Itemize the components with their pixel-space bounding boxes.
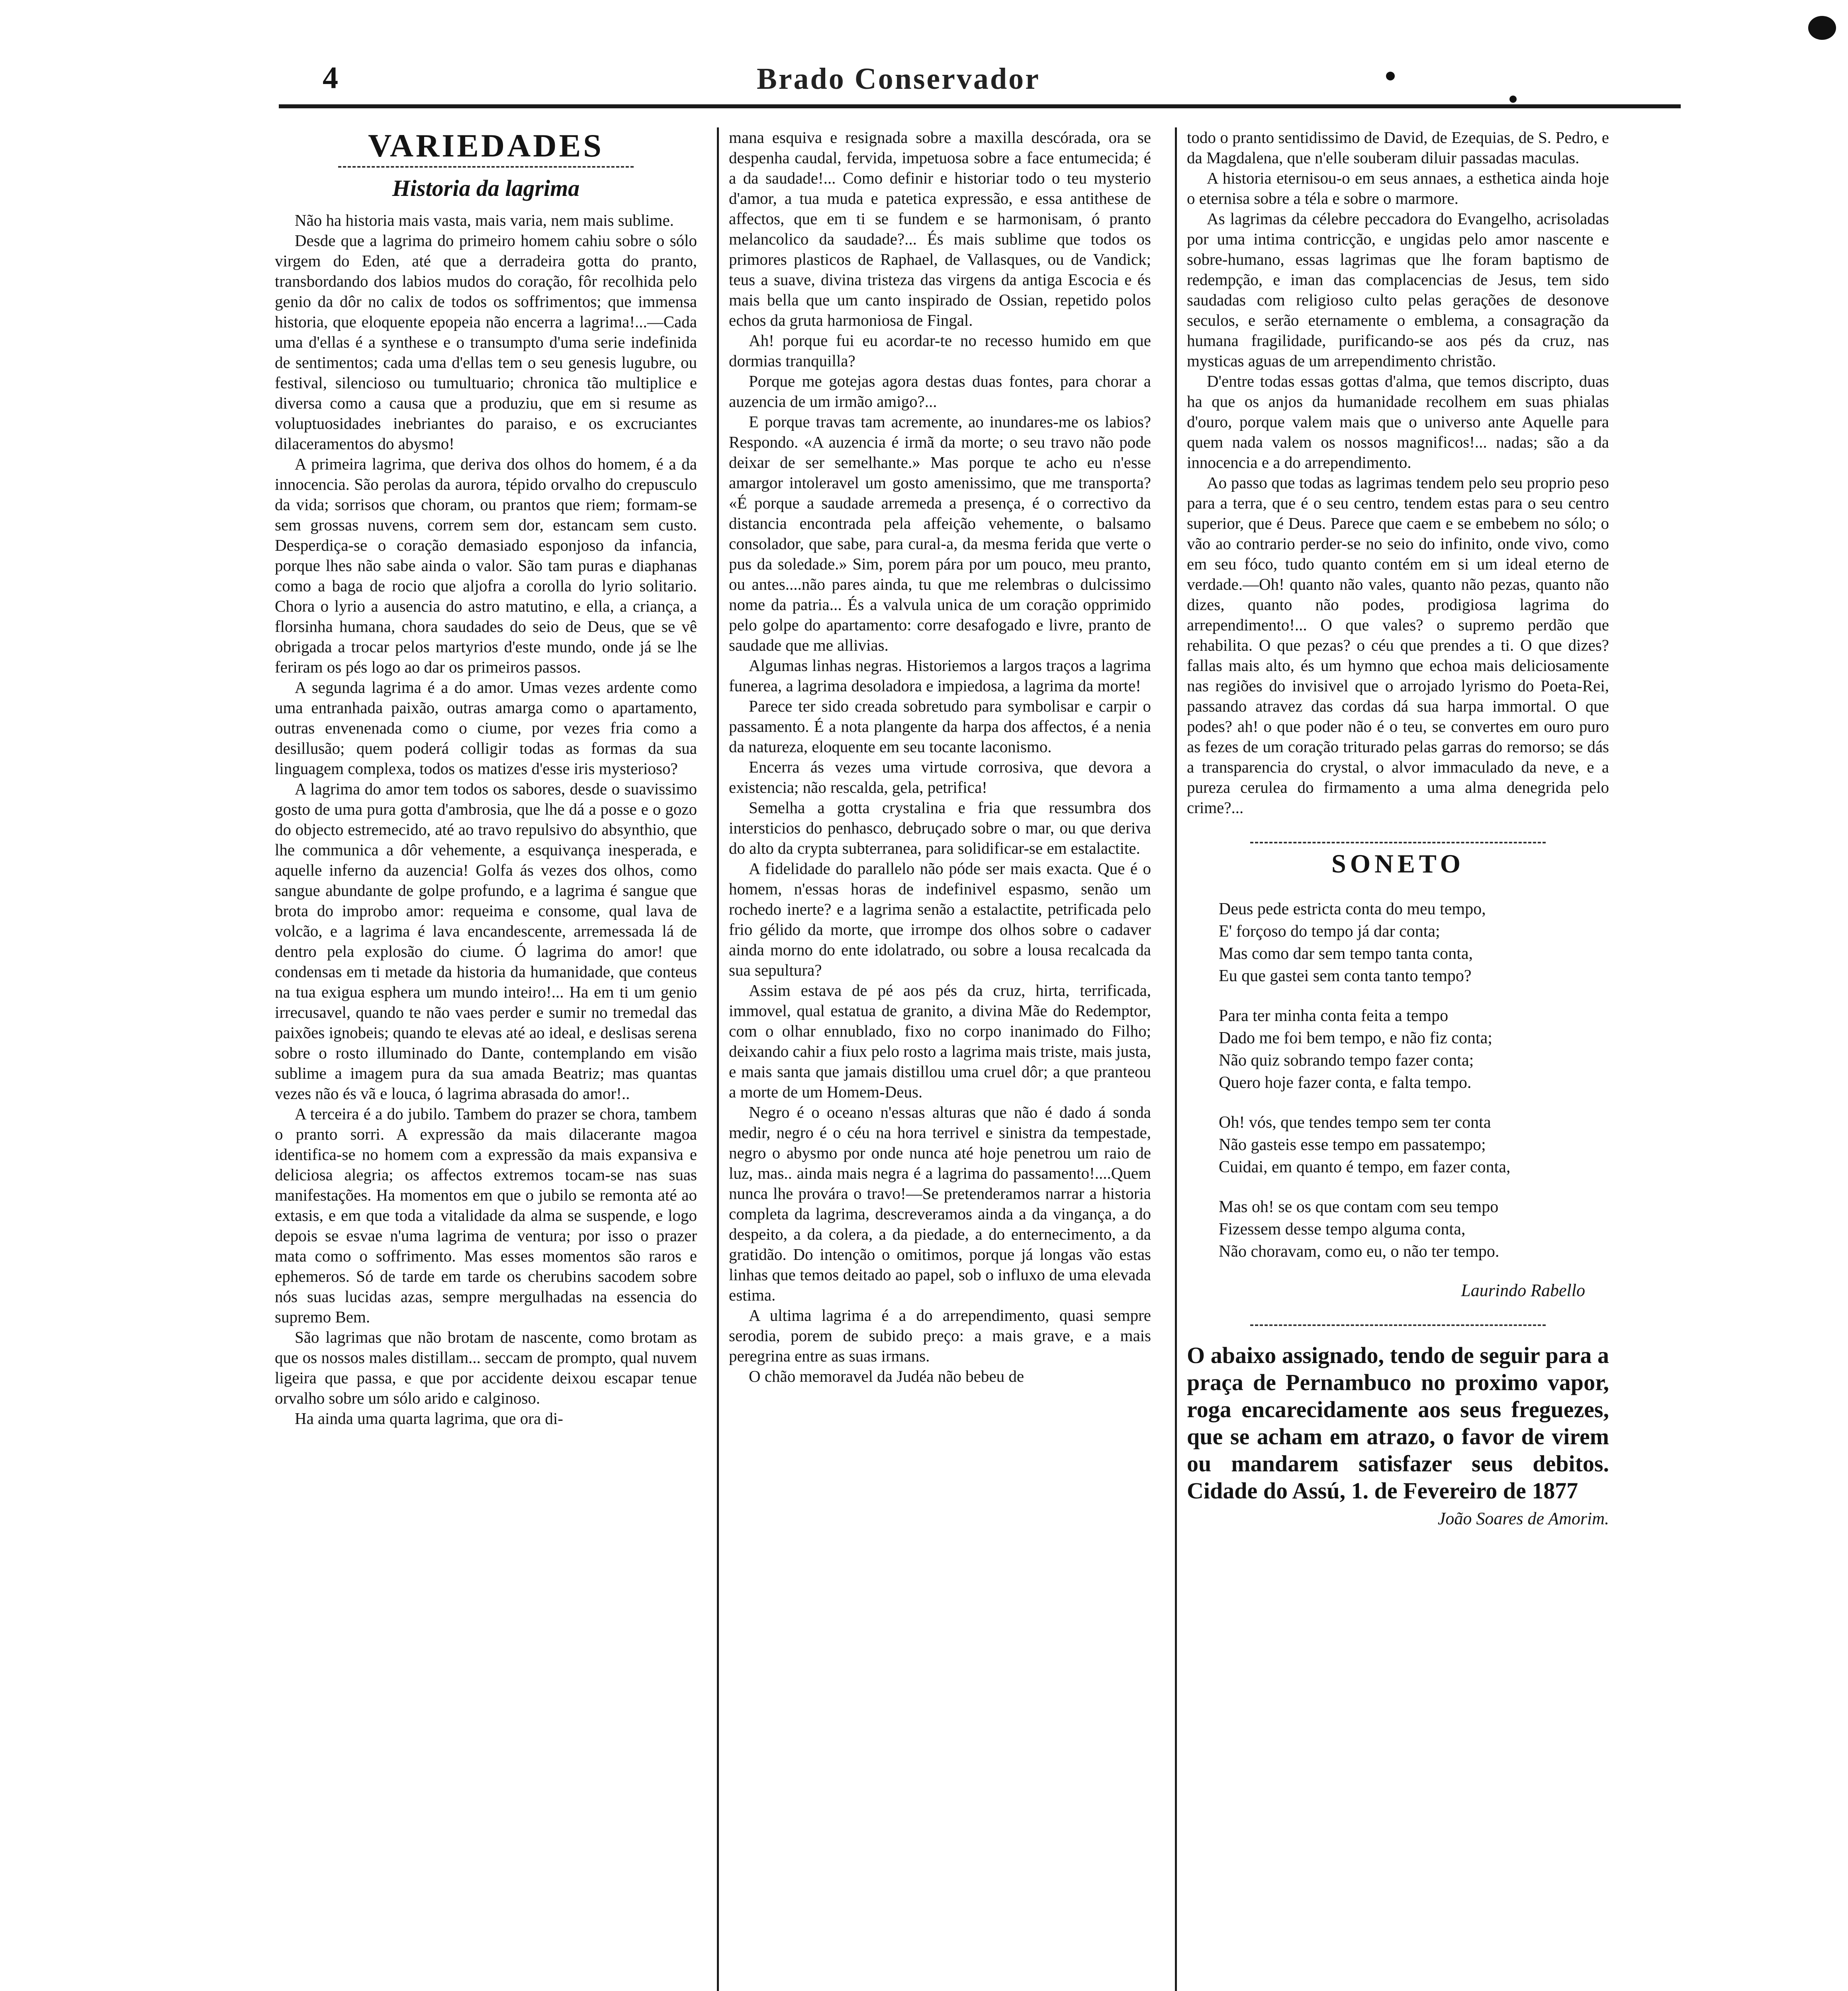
paragraph: A lagrima do amor tem todos os sabores, desde o suavissimo gosto de uma pura gotta d'ambrosia, que lhe dá a posse e o gozo do objecto estremecido, até ao travo repulsivo do absynthio, que lhe communica a dôr vehemente, a esquivança inesperada, e aquelle inferno da auzencia! Golfa ás vezes dos olhos, como sangue abundante de golpe profundo, e a lagrima é sangue que brota do improbo amor: requeima e consome, qual lava de volcão, e a lagrima é lava encandescente, arremessada lá de dentro pela explosão do ciume. Ó lagrima do amor! que condensas em ti metade da historia da humanidade, que conteus na tua exigua esphera um mundo inteiro!... Ha em ti um genio irrecusavel, quando te não vaes perder e sumir no tremedal das paixões ignobeis; quando te elevas até ao ideal, e deslisas serena sobre o rosto illuminado do Dante, contemplando em visão sublime a imagem pura da sua amada Beatriz; mas quantas vezes não és vã e louca, ó lagrima abrasada do amor!..: [275, 780, 697, 1103]
column-1: [275, 127, 697, 1429]
sonnet-stanza: [1219, 1196, 1609, 1263]
separator: [338, 166, 634, 168]
paragraph: Não ha historia mais vasta, mais varia, nem mais sublime.: [295, 211, 674, 229]
paragraph: mana esquiva e resignada sobre a maxilla descórada, ora se despenha caudal, fervida, impetuosa sobre a face entumecida; é a da saudade!... Como definir e historiar todo o teu mysterio d'amor, a tua muda e patetica expressão, e essa antithese de affectos, que em ti se fundem e se harmonisam, ó pranto melancolico da saudade?... És mais sublime que todos os primores plasticos de Raphael, de Vallasques, ou de Vandick; teus a suave, divina tristeza das virgens da antiga Escocia e és mais bella que um canto inspirado de Ossian, repetido polos echos da gruta harmoniosa de Fingal.: [729, 128, 1151, 329]
column-divider: [717, 127, 719, 1991]
paragraph: A historia eternisou-o em seus annaes, a esthetica ainda hoje o eternisa sobre a téla e sobre o marmore.: [1187, 169, 1609, 207]
sonnet-title: SONETO: [1331, 849, 1464, 878]
column-divider: [1175, 127, 1177, 1991]
paragraph: Encerra ás vezes uma virtude corrosiva, que devora a existencia; não rescalda, gela, petrifica!: [729, 758, 1151, 796]
paragraph: A ultima lagrima é a do arrependimento, quasi sempre serodia, porem de subido preço: a mais grave, e a mais peregrina entre as suas irmans.: [729, 1306, 1151, 1365]
verse-line: Não gasteis esse tempo em passatempo;: [1219, 1136, 1486, 1154]
verse-line: Fizessem desse tempo alguma conta,: [1219, 1220, 1466, 1238]
paragraph: Desde que a lagrima do primeiro homem cahiu sobre o sólo virgem do Eden, até que a derradeira gotta do pranto, transbordando dos labios mudos do coração, fôr recolhida pelo genio da dôr no calix de todos os soffrimentos; que immensa historia, que eloquente epopeia não encerra a lagrima!...—Cada uma d'ellas é a synthese e o transumpto d'uma serie indefinida de sentimentos; cada uma d'ellas tem o seu genesis lugubre, ou festival, silencioso ou tumultuario; chronica tão multiplice e diversa como a causa que a produziu, que em si resume as voluptuosidades inebriantes do paraiso, e os excruciantes dilaceramentos do abysmo!: [275, 231, 697, 453]
verse-line: Não choravam, como eu, o não ter tempo.: [1219, 1242, 1500, 1261]
paragraph: A terceira é a do jubilo. Tambem do prazer se chora, tambem o pranto sorri. A expressão da mais dilacerante magoa identifica-se no homem com a expressão da mais expansiva e deliciosa alegria; os affectos extremos tocam-se nas suas manifestações. Ha momentos em que o jubilo se remonta até ao extasis, e em que toda a vitalidade da alma se suspende, e logo depois se esvae n'uma lagrima de ventura; por isso o prazer mata como o soffrimento. Mas esses momentos são raros e ephemeros. Só de tarde em tarde os cherubins sacodem sobre nós suas lucidas azas, sempre mergulhadas na essencia do supremo Bem.: [275, 1105, 697, 1326]
verse-line: E' forçoso do tempo já dar conta;: [1219, 922, 1440, 941]
verse-line: Oh! vós, que tendes tempo sem ter conta: [1219, 1113, 1491, 1132]
sonnet-stanza: [1219, 1111, 1609, 1178]
verse-line: Não quiz sobrando tempo fazer conta;: [1219, 1051, 1474, 1070]
paragraph: São lagrimas que não brotam de nascente, como brotam as que os nossos males distillam... seccam de prompto, qual nuvem ligeira que passa, e que por accidente deixou escapar tenue orvalho sobre um sólo arido e calginoso.: [275, 1328, 697, 1407]
paragraph: todo o pranto sentidissimo de David, de Ezequias, de S. Pedro, e da Magdalena, que n'elle souberam diluir passadas maculas.: [1187, 128, 1609, 167]
paragraph: As lagrimas da célebre peccadora do Evangelho, acrisoladas por uma intima contricção, e ungidas pelo amor nascente e sobre-humano, essas lagrimas que lhe foram baptismo de redempção, e iman das complacencias de Jesus, tem sido saudadas com religioso culto pelas gerações de desonove seculos, e serão eternamente o emblema, a consagração da humana fragilidade, purificando-se aos pés da cruz, nas mysticas aguas de um arrependimento christão.: [1187, 209, 1609, 370]
paragraph: O chão memoravel da Judéa não bebeu de: [749, 1367, 1024, 1385]
page-header: [279, 60, 1673, 108]
paragraph: E porque travas tam acremente, ao inundares-me os labios? Respondo. «A auzencia é irmã da morte; o seu travo não pode deixar de ser semelhante.» Mas porque te acho eu n'esse amargor intoleravel um gosto amenissimo, que me transporta? «É porque a saudade arremeda a presença, é o correctivo da distancia encontrada pela affeição vehemente, o balsamo consolador, que sabe, para cural-a, da mesma ferida que verte o pus da soledade.» Sim, porem pára por um pouco, meu pranto, ou antes....não pares ainda, tu que me relembras o dulcissimo nome da patria... És a valvula unica de um coração opprimido pelo golpe do apartamento: corre desafogado e livre, pranto de saudade que me allivias.: [729, 413, 1151, 654]
paragraph: A primeira lagrima, que deriva dos olhos do homem, é a da innocencia. São perolas da aurora, tépido orvalho do crepusculo da vida; sorrisos que choram, ou prantos que riem; formam-se sem grossas nuvens, correm sem dor, estancam sem custo. Desperdiça-se o coração demasiado esponjoso da infancia, porque lhes não sabe ainda o valor. São tam puras e diaphanas como a baga de rocio que aljofra a corolla do lyrio solitario. Chora o lyrio a ausencia do astro matutino, e ella, a criança, a florsinha humana, chora saudades do seio de Deus, que se vê obrigada a trocar pelos martyrios d'este mundo, onde já se lhe feriram os pés logo ao dar os primeiros passos.: [275, 455, 697, 676]
verse-line: Cuidai, em quanto é tempo, em fazer conta,: [1219, 1158, 1511, 1176]
paragraph: A fidelidade do parallelo não póde ser mais exacta. Que é o homem, n'essas horas de indefinivel espasmo, senão um rochedo inerte? e a lagrima senão a estalactite, petrificada pelo frio gélido da morte, que irrompe dos olhos sobre o cadaver ainda morno do ente idolatrado, ou sobre a lousa recalcada da sua sepultura?: [729, 859, 1151, 979]
paragraph: Ha ainda uma quarta lagrima, que ora di-: [295, 1409, 563, 1428]
paragraph: Ao passo que todas as lagrimas tendem pelo seu proprio peso para a terra, que é o seu centro, tendem estas para o seu centro superior, que é Deus. Parece que caem e se embebem no sólo; o vão ao contrario perder-se no seio do infinito, onde vivo, como em seu fóco, tudo quanto contém em si um ideal eterno de verdade.—Oh! quanto não vales, quanto não pezas, quanto não dizes, quanto não podes, prodigiosa lagrima do arrependimento!... O que vales? o supremo perdão que rehabilita. O que pezas? o céu que prendes a ti. O que dizes? fallas mais alto, és um hymno que echoa mais deliciosamente nas regiões do invisivel que o arrojado lyrismo do Poeta-Rei, passando atravez das cordas dá sua harpa immortal. O que podes? ah! o que poder não é o teu, se convertes em ouro puro as fezes de um coração triturado pelas garras do remorso; se dás a transparencia do crystal, o alvor immaculado da neve, e a pureza cerulea do firmamento a uma alma denegrida pelo crime?...: [1187, 473, 1609, 817]
paragraph: Ah! porque fui eu acordar-te no recesso humido em que dormias tranquilla?: [729, 331, 1151, 370]
paragraph: Negro é o oceano n'essas alturas que não é dado á sonda medir, negro é o céu na hora terrivel e sinistra da tempestade, negro o abysmo por onde nunca até hoje penetrou um raio de luz, mas.. ainda mais negra é a lagrima do passamento!....Quem nunca lhe provára o travo!—Se pretenderamos narrar a historia completa da lagrima, descreveramos ainda a da vingança, a do despeito, a da colera, a da piedade, a do enternecimento, a da gratidão. Do intenção o omitimos, porque já longas vão estas linhas que temos deitado ao papel, sob o influxo de uma elevada estima.: [729, 1103, 1151, 1304]
column-3: [1187, 127, 1609, 1529]
paragraph: Porque me gotejas agora destas duas fontes, para chorar a auzencia de um irmão amigo?...: [729, 372, 1151, 411]
paragraph: D'entre todas essas gottas d'alma, que temos discripto, duas ha que os anjos da humanidade recolhem em suas phialas d'ouro, porque valem mais que o universo ante Aquelle para quem nada valem os nossos magnificos!... nadas; são a da innocencia e a do arrependimento.: [1187, 372, 1609, 471]
verse-line: Para ter minha conta feita a tempo: [1219, 1007, 1449, 1025]
ink-blot: [1386, 72, 1395, 80]
page-number: 4: [323, 60, 338, 95]
paragraph: Semelha a gotta crystalina e fria que ressumbra dos intersticios do penhasco, debruçado sobre o mar, ou que deriva do alto da crypta subterranea, para solidificar-se em estalactite.: [729, 798, 1151, 857]
ink-blot: [1509, 96, 1517, 103]
verse-line: Quero hoje fazer conta, e falta tempo.: [1219, 1074, 1472, 1092]
separator: [1250, 842, 1546, 843]
verse-line: Mas oh! se os que contam com seu tempo: [1219, 1198, 1499, 1216]
header-rule: [279, 104, 1681, 108]
section-title: VARIEDADES: [368, 127, 604, 164]
newspaper-name: Brado Conservador: [757, 62, 1040, 96]
notice-signature: João Soares de Amorim.: [1437, 1509, 1609, 1528]
column-2: [729, 127, 1151, 1387]
paragraph: Assim estava de pé aos pés da cruz, hirta, terrificada, immovel, qual estatua de granito, a divina Mãe do Redemptor, com o olhar ennublado, fixo no corpo inanimado do Filho; deixando cahir a fiux pelo rosto a lagrima mais triste, mais justa, e mais santa que jamais distillou uma cruel dôr; a que pranteou a morte de um Homem-Deus.: [729, 981, 1151, 1101]
ink-blot: [1808, 16, 1836, 40]
sonnet-stanza: [1219, 898, 1609, 987]
paragraph: Parece ter sido creada sobretudo para symbolisar e carpir o passamento. É a nota plangente da harpa dos affectos, é a nenia da natureza, eloquente em seu tocante laconismo.: [729, 697, 1151, 756]
sonnet-author: Laurindo Rabello: [1461, 1281, 1585, 1300]
paragraph: Algumas linhas negras. Historiemos a largos traços a lagrima funerea, a lagrima desoladora e impiedosa, a lagrima da morte!: [729, 656, 1151, 695]
article-title: Historia da lagrima: [392, 175, 580, 201]
separator: [1250, 1324, 1546, 1326]
verse-line: Mas como dar sem tempo tanta conta,: [1219, 945, 1473, 963]
verse-line: Deus pede estricta conta do meu tempo,: [1219, 900, 1486, 918]
sonnet-stanza: [1219, 1005, 1609, 1094]
notice-text: O abaixo assignado, tendo de seguir para a praça de Pernambuco no proximo vapor, roga encarecidamente aos seus freguezes, que se acham em atrazo, o favor de virem ou mandarem satisfazer seus debitos. Cidade do Assú, 1. de Fevereiro de 1877: [1187, 1342, 1609, 1504]
verse-line: Eu que gastei sem conta tanto tempo?: [1219, 967, 1472, 985]
verse-line: Dado me foi bem tempo, e não fiz conta;: [1219, 1029, 1492, 1047]
paragraph: A segunda lagrima é a do amor. Umas vezes ardente como uma entranhada paixão, outras amarga como o apartamento, outras envenenada como o ciume, por vezes fria como a desillusão; quem poderá colligir todas as formas da sua linguagem complexa, todos os matizes d'esse iris mysterioso?: [275, 678, 697, 778]
